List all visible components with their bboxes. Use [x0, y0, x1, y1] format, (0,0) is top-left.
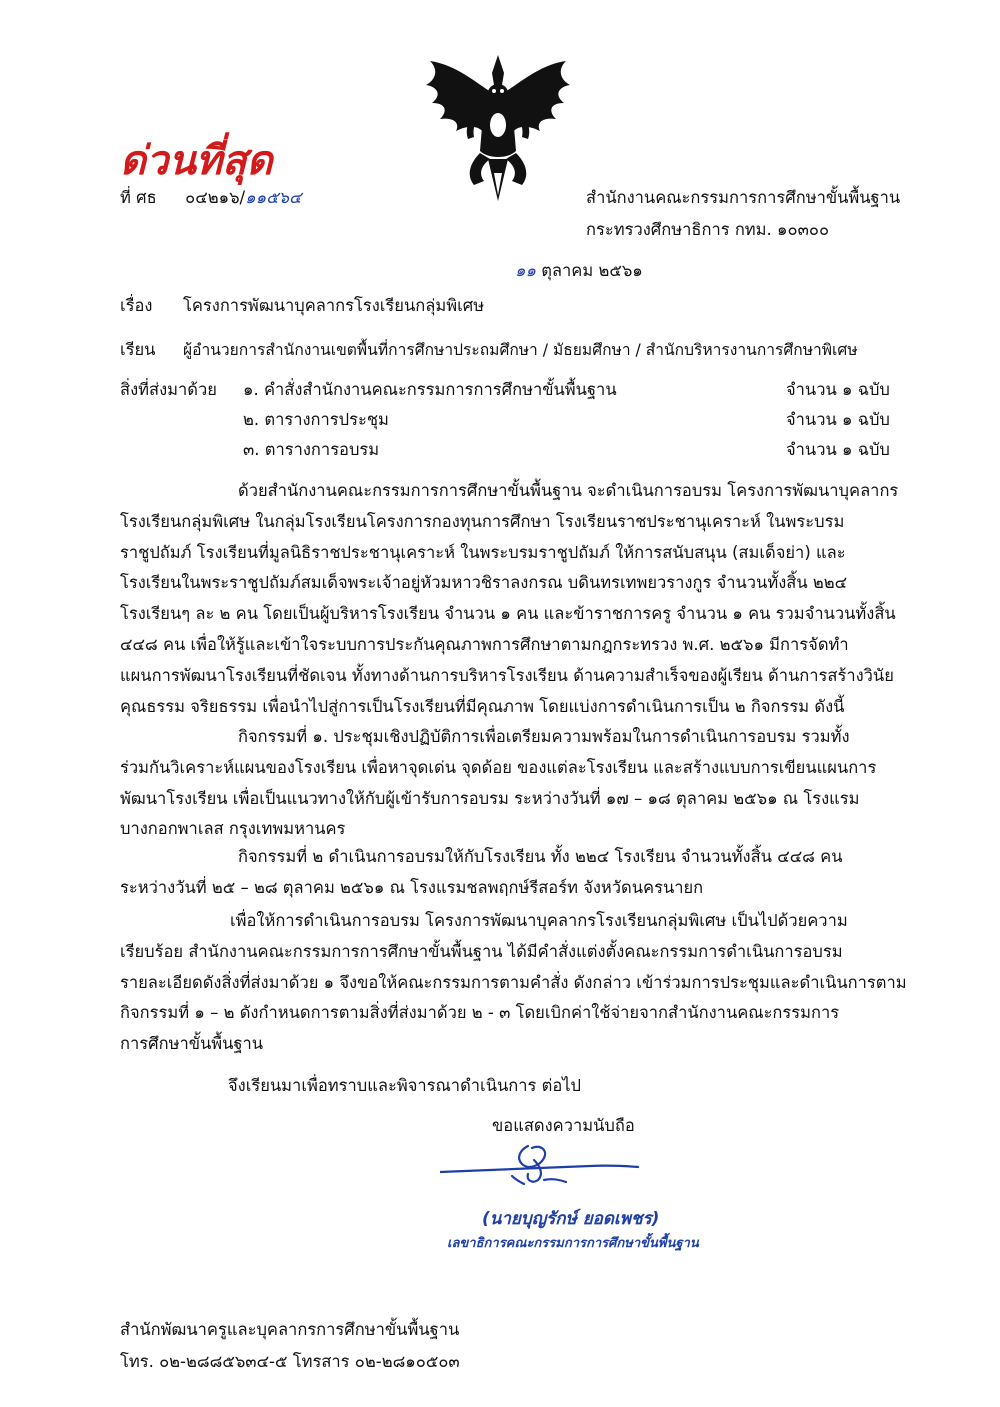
document-number: [120, 186, 302, 210]
recipient-text: ผู้อำนวยการสำนักงานเขตพื้นที่การศึกษาประถมศึกษา / มัธยมศึกษา / สำนักบริหารงานการศึกษาพิเศษ: [183, 341, 858, 359]
body-paragraph-2: [120, 906, 910, 1060]
signatory-title: เลขาธิการคณะกรรมการการศึกษาขั้นพื้นฐาน: [447, 1236, 699, 1251]
paragraph-line: บางกอกพาเลส กรุงเทพมหานคร: [120, 819, 346, 839]
paragraph-line: แผนการพัฒนาโรงเรียนที่ชัดเจน ทั้งทางด้านการบริหารโรงเรียน ด้านความสำเร็จของผู้เรียน ด้านการสร้างวินัย: [120, 665, 894, 685]
enclosure-item: ๑. คำสั่งสำนักงานคณะกรรมการการศึกษาขั้นพื้นฐาน: [243, 380, 617, 399]
enclosure-qty: จำนวน ๑ ฉบับ: [786, 440, 890, 459]
paragraph-line: คุณธรรม จริยธรรม เพื่อนำไปสู่การเป็นโรงเรียนที่มีคุณภาพ โดยแบ่งการดำเนินการเป็น ๒ กิจกรรม ดังนี้: [120, 696, 845, 716]
paragraph-line: เพื่อให้การดำเนินการอบรม โครงการพัฒนาบุคลากรโรงเรียนกลุ่มพิเศษ เป็นไปด้วยความ: [230, 911, 848, 930]
paragraph-line: กิจกรรมที่ ๑ – ๒ ดังกำหนดการตามสิ่งที่ส่งมาด้วย ๒ - ๓ โดยเบิกค่าใช้จ่ายจากสำนักงานคณะกรรมการ: [120, 1003, 840, 1023]
paragraph-line: การศึกษาขั้นพื้นฐาน: [120, 1034, 264, 1054]
enclosure-item: ๒. ตารางการประชุม: [243, 410, 389, 429]
paragraph-line: ด้วยสำนักงานคณะกรรมการการศึกษาขั้นพื้นฐาน จะดำเนินการอบรม โครงการพัฒนาบุคลากร: [238, 481, 899, 500]
activity-1-paragraph: [120, 722, 910, 845]
paragraph-line: พัฒนาโรงเรียน เพื่อเป็นแนวทางให้กับผู้เข้ารับการอบรม ระหว่างวันที่ ๑๗ – ๑๘ ตุลาคม ๒๕๖๑ ณ โรงแรม: [120, 788, 860, 808]
paragraph-line: โรงเรียนในพระราชูปถัมภ์สมเด็จพระเจ้าอยู่หัวมหาวชิราลงกรณ บดินทรเทพยวรางกูร จำนวนทั้งสิ้น ๒๒๔: [120, 573, 848, 593]
handwritten-signature: [440, 1136, 640, 1194]
footer-contact: โทร. ๐๒-๒๘๘๕๖๓๔-๕ โทรสาร ๐๒-๒๘๑๐๕๐๓: [120, 1352, 460, 1371]
closing-sentence: จึงเรียนมาเพื่อทราบและพิจารณาดำเนินการ ต่อไป: [228, 1076, 582, 1095]
footer-office: สำนักพัฒนาครูและบุคลากรการศึกษาขั้นพื้นฐาน: [120, 1320, 460, 1339]
document-number-handwritten: ๑๑๕๖๔: [245, 188, 302, 207]
date-month-year: ตุลาคม ๒๕๖๑: [541, 261, 643, 280]
paragraph-line: โรงเรียนๆ ละ ๒ คน โดยเป็นผู้บริหารโรงเรียน จำนวน ๑ คน และข้าราชการครู จำนวน ๑ คน รวมจำนวนทั้งสิ้น: [120, 604, 896, 624]
agency-address: กระทรวงศึกษาธิการ กทม. ๑๐๓๐๐: [586, 220, 830, 239]
enclosure-qty: จำนวน ๑ ฉบับ: [786, 410, 890, 429]
paragraph-line: โรงเรียนกลุ่มพิเศษ ในกลุ่มโรงเรียนโครงการกองทุนการศึกษา โรงเรียนราชประชานุเคราะห์ ในพระบรม: [120, 511, 845, 531]
enclosure-qty: จำนวน ๑ ฉบับ: [786, 380, 890, 399]
paragraph-line: กิจกรรมที่ ๒ ดำเนินการอบรมให้กับโรงเรียน ทั้ง ๒๒๔ โรงเรียน จำนวนทั้งสิ้น ๔๔๘ คน: [238, 847, 843, 866]
subject-text: โครงการพัฒนาบุคลากรโรงเรียนกลุ่มพิเศษ: [183, 296, 485, 315]
garuda-emblem-icon: [418, 55, 578, 203]
paragraph-line: ๔๔๘ คน เพื่อให้รู้และเข้าใจระบบการประกันคุณภาพการศึกษาตามกฎกระทรวง พ.ศ. ๒๕๖๑ มีการจัดทำ: [120, 634, 849, 654]
urgent-stamp: ด่วนที่สุด: [120, 138, 273, 184]
enclosure-item: ๓. ตารางการอบรม: [243, 440, 380, 459]
enclosures-label: สิ่งที่ส่งมาด้วย: [120, 380, 217, 399]
paragraph-line: ราชูปถัมภ์ โรงเรียนที่มูลนิธิราชประชานุเคราะห์ ในพระบรมราชูปถัมภ์ ให้การสนับสนุน (สมเด็จย่า) และ: [120, 542, 846, 562]
agency-name: สำนักงานคณะกรรมการการศึกษาขั้นพื้นฐาน: [586, 188, 901, 207]
document-number-prefix: ที่ ศธ: [120, 188, 157, 207]
paragraph-line: กิจกรรมที่ ๑. ประชุมเชิงปฏิบัติการเพื่อเตรียมความพร้อมในการดำเนินการอบรม รวมทั้ง: [238, 727, 850, 746]
recipient-label: เรียน: [120, 340, 156, 359]
paragraph-line: ระหว่างวันที่ ๒๕ – ๒๘ ตุลาคม ๒๕๖๑ ณ โรงแรมชลพฤกษ์รีสอร์ท จังหวัดนครนายก: [120, 877, 704, 897]
regards-text: ขอแสดงความนับถือ: [492, 1116, 635, 1135]
paragraph-line: เรียบร้อย สำนักงานคณะกรรมการการศึกษาขั้นพื้นฐาน ได้มีคำสั่งแต่งตั้งคณะกรรมการดำเนินการอบรม: [120, 941, 843, 961]
subject-label: เรื่อง: [120, 296, 153, 315]
letter-date: [515, 259, 643, 283]
date-day: ๑๑: [515, 261, 536, 280]
signatory-name: (นายบุญรักษ์ ยอดเพชร): [482, 1209, 660, 1229]
body-paragraph-1: [120, 476, 910, 722]
paragraph-line: ร่วมกันวิเคราะห์แผนของโรงเรียน เพื่อหาจุดเด่น จุดด้อย ของแต่ละโรงเรียน และสร้างแบบการเขียนแผนการ: [120, 757, 877, 777]
activity-2-paragraph: [120, 842, 910, 904]
document-number-printed: ๐๔๒๑๖/: [185, 188, 246, 207]
paragraph-line: รายละเอียดดังสิ่งที่ส่งมาด้วย ๑ จึงขอให้คณะกรรมการตามคำสั่ง ดังกล่าว เข้าร่วมการประชุมและดำเนินการตาม: [120, 972, 907, 992]
